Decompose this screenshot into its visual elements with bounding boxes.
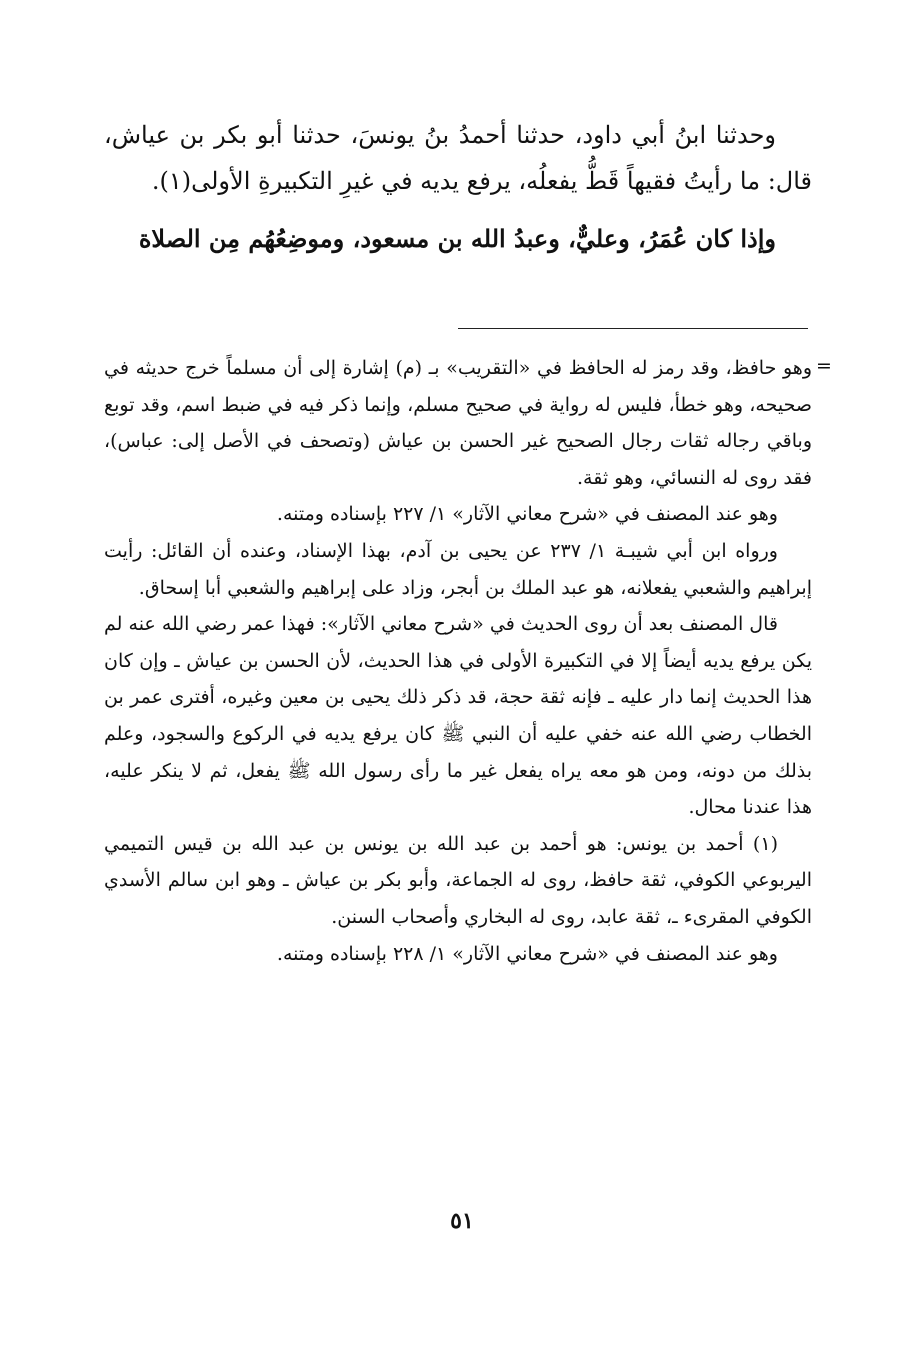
main-text	[104, 112, 812, 262]
footnote-paragraph-1: وهو حافظ، وقد رمز له الحافظ في «التقريب» بـ (م) إشارة إلى أن مسلماً خرج حديثه في صحيحه، وهو خطأ، فليس له رواية في صحيح مسلم، وإنما ذكر فيه في ضبط اسم، وقد توبع وباقي رجاله ثقات رجال الصحيح غير الحسن بن عياش (وتصحف في الأصل إلى: عباس)، فقد روى له النسائي، وهو ثقة.	[104, 357, 812, 489]
footnotes	[104, 350, 812, 972]
footnote-separator	[458, 328, 808, 329]
footnote-paragraph-6: وهو عند المصنف في «شرح معاني الآثار» ١/ ٢٢٨ بإسناده ومتنه.	[276, 942, 778, 965]
footnote-continuation-mark: =	[816, 355, 832, 377]
main-paragraph-2: وإذا كان عُمَرُ، وعليٌّ، وعبدُ الله بن مسعود، وموضِعُهُم مِن الصلاة	[138, 224, 776, 253]
footnote-paragraph-3: ورواه ابن أبي شيبـة ١/ ٢٣٧ عن يحيى بن آدم، بهذا الإسناد، وعنده أن القائل: رأيت إبراهيم والشعبي يفعلانه، هو عبد الملك بن أبجر، وزاد على إبراهيم والشعبي أبا إسحاق.	[104, 539, 812, 599]
footnote-paragraph-5: (١) أحمد بن يونس: هو أحمد بن عبد الله بن يونس بن عبد الله بن قيس التميمي اليربوعي الكوفي، ثقة حافظ، روى له الجماعة، وأبو بكر بن عياش ـ وهو ابن سالم الأسدي الكوفي المقرىء ـ، ثقة عابد، روى له البخاري وأصحاب السنن.	[104, 832, 812, 928]
page-number: ٥١	[450, 1208, 474, 1234]
footnote-paragraph-4: قال المصنف بعد أن روى الحديث في «شرح معاني الآثار»: فهذا عمر رضي الله عنه لم يكن يرفع يديه أيضاً إلا في التكبيرة الأولى في هذا الحديث، لأن الحسن بن عياش ـ وإن كان هذا الحديث إنما دار عليه ـ فإنه ثقة حجة، قد ذكر ذلك يحيى بن معين وغيره، أفترى عمر بن الخطاب رضي الله عنه خفي عليه أن النبي ﷺ كان يرفع يديه في الركوع والسجود، وعلم بذلك من دونه، ومن هو معه يراه يفعل غير ما رأى رسول الله ﷺ يفعل، ثم لا ينكر عليه، هذا عندنا محال.	[104, 613, 812, 819]
main-paragraph-1: وحدثنا ابنُ أبي داود، حدثنا أحمدُ بنُ يونسَ، حدثنا أبو بكر بن عياش، قال: ما رأيتُ فقيهاً قَطُّ يفعلُه، يرفع يديه في غيرِ التكبيرةِ الأولى(١).	[104, 121, 812, 195]
footnote-paragraph-2: وهو عند المصنف في «شرح معاني الآثار» ١/ ٢٢٧ بإسناده ومتنه.	[276, 503, 778, 526]
